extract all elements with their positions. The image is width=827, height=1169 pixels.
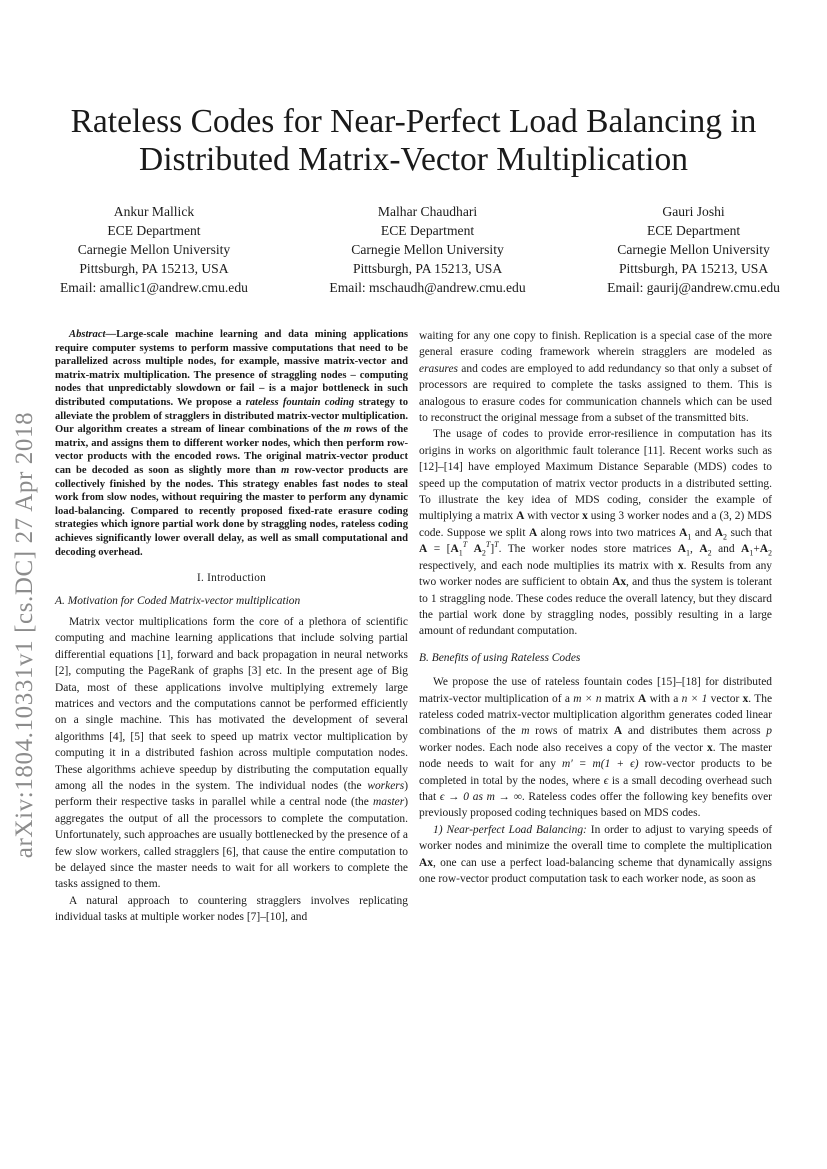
section-heading: I. Introduction [196,572,267,585]
author-univ: Carnegie Mellon University [351,242,504,257]
author-block [60,202,780,297]
subsection-heading: B. Benefits of using Rateless Codes [419,651,581,664]
author-3 [607,202,780,297]
paragraph: 1) Near-perfect Load Balancing: In order to adjust to varying speeds of worker nodes and minimize the overall time to complete the multiplication Ax, one can use a perfect load-balancing scheme that dynamically assigns one row-vector product computation task to each worker node, as soon as [419,823,772,885]
author-addr: Pittsburgh, PA 15213, USA [618,261,769,276]
left-column [55,328,408,926]
author-univ: Carnegie Mellon University [77,242,231,257]
author-name: Malhar Chaudhari [377,204,478,219]
paper-title: Rateless Codes for Near-Perfect Load Balancing in Distributed Matrix-Vector Multiplication [70,103,757,178]
author-name: Ankur Mallick [113,204,195,219]
paragraph: waiting for any one copy to finish. Replication is a special case of the more general erasure coding framework wherein stragglers are modeled as erasures and codes are employed to add redundancy so that only a subset of processors are required to complete the tasks assigned to them. This is analogous to erasure codes for communication channels which can be used to reconstruct the original message from a subset of the transmitted bits. [419,330,772,425]
author-email: Email: mschaudh@andrew.cmu.edu [329,280,526,295]
author-1 [60,202,248,297]
paragraph: Matrix vector multiplications form the core of a plethora of scientific computing and machine learning applications that include solving partial differential equations [1], forward and back propagation in neural networks [2], computing the PageRank of graphs [3] etc. In the present age of Big Data, most of these applications involve multiplying extremely large matrices and vectors and the computations cannot be performed efficiently on a single machine. This has motivated the development of several algorithms [4], [5] that seek to speed up matrix vector multiplication by computing it in a distributed fashion across multiple computation nodes. These algorithms achieve speedup by distributing the computation equally among all the nodes in the system. The individual nodes (the workers) perform their respective tasks in parallel while a central node (the master) aggregates the output of all the processors to complete the computation. Unfortunately, such approaches are usually bottlenecked by the presence of a few slow workers, called stragglers [6], that cause the entire computation to be delayed since the master needs to wait for all workers to complete the tasks assigned to them. [55,615,408,891]
right-column [419,328,772,887]
paragraph: A natural approach to countering stragglers involves replicating individual tasks at multiple worker nodes [7]–[10], and [55,894,408,924]
subsection-heading: A. Motivation for Coded Matrix-vector multiplication [55,594,301,607]
author-email: Email: amallic1@andrew.cmu.edu [60,280,248,295]
arxiv-stamp: arXiv:1804.10331v1 [cs.DC] 27 Apr 2018 [11,411,38,859]
author-addr: Pittsburgh, PA 15213, USA [79,261,229,276]
author-univ: Carnegie Mellon University [617,242,770,257]
paragraph: We propose the use of rateless fountain codes [15]–[18] for distributed matrix-vector multiplication of a m × n matrix A with a n × 1 vector x. The rateless coded matrix-vector multiplication algorithm generates coded linear combinations of the m rows of matrix A and distributes them across p worker nodes. Each node also receives a copy of the vector x. The master node needs to wait for any m′ = m(1 + ϵ) row-vector products to be completed in total by the nodes, where ϵ is a small decoding overhead such that ϵ → 0 as m → ∞. Rateless codes offer the following key benefits over previously proposed coding techniques based on MDS codes. [419,676,773,820]
abstract: Abstract—Large-scale machine learning and data mining applications require computer systems to perform massive computations that need to be parallelized across multiple nodes, for example, massive matrix-vector and matrix-matrix multiplication. The presence of straggling nodes – computing nodes that unpredictably slowdown or fail – is a major bottleneck in such distributed computations. We propose a rateless fountain coding strategy to alleviate the problem of stragglers in distributed matrix-vector multiplication. Our algorithm creates a stream of linear combinations of the m rows of the matrix, and assigns them to different worker nodes, which then perform row-vector products with the encoded rows. The original matrix-vector product can be decoded as soon as slightly more than m row-vector products are collectively finished by the nodes. This strategy enables fast nodes to steal work from slow nodes, without requiring the master to perform any dynamic load-balancing. Compared to recently proposed fixed-rate erasure coding strategies which ignore partial work done by straggling nodes, rateless coding achieves significantly lower overall delay, as well as small computational and decoding overhead. [55,329,408,558]
author-dept: ECE Department [646,223,741,238]
author-email: Email: gaurij@andrew.cmu.edu [607,280,780,295]
author-dept: ECE Department [107,223,201,238]
paragraph: The usage of codes to provide error-resilience in computation has its origins in works on algorithmic fault tolerance [11]. Recent works such as [12]–[14] have employed Maximum Distance Separable (MDS) codes to speed up the computation of matrix vector products in a distributed setting. To illustrate the key idea of MDS coding, consider the example of multiplying a matrix A with vector x using 3 worker nodes and a (3, 2) MDS code. Suppose we split A along rows into two matrices $A_1$ and $A_2$ such that $A = [A_1^T$ $A_2^T]^T$. The worker nodes store matrices $A_1$, $A_2$ and $A_1+A_2$ respectively, and each node multiplies its matrix with x. Results from any two worker nodes are sufficient to obtain Ax, and thus the system is tolerant to 1 straggling node. These codes reduce the overall latency, but they discard the partial work done by straggling nodes, possibly resulting in a large amount of redundant computation. [419,428,773,638]
author-addr: Pittsburgh, PA 15213, USA [352,261,503,276]
author-dept: ECE Department [380,223,475,238]
author-name: Gauri Joshi [662,204,725,219]
author-2 [329,202,525,297]
